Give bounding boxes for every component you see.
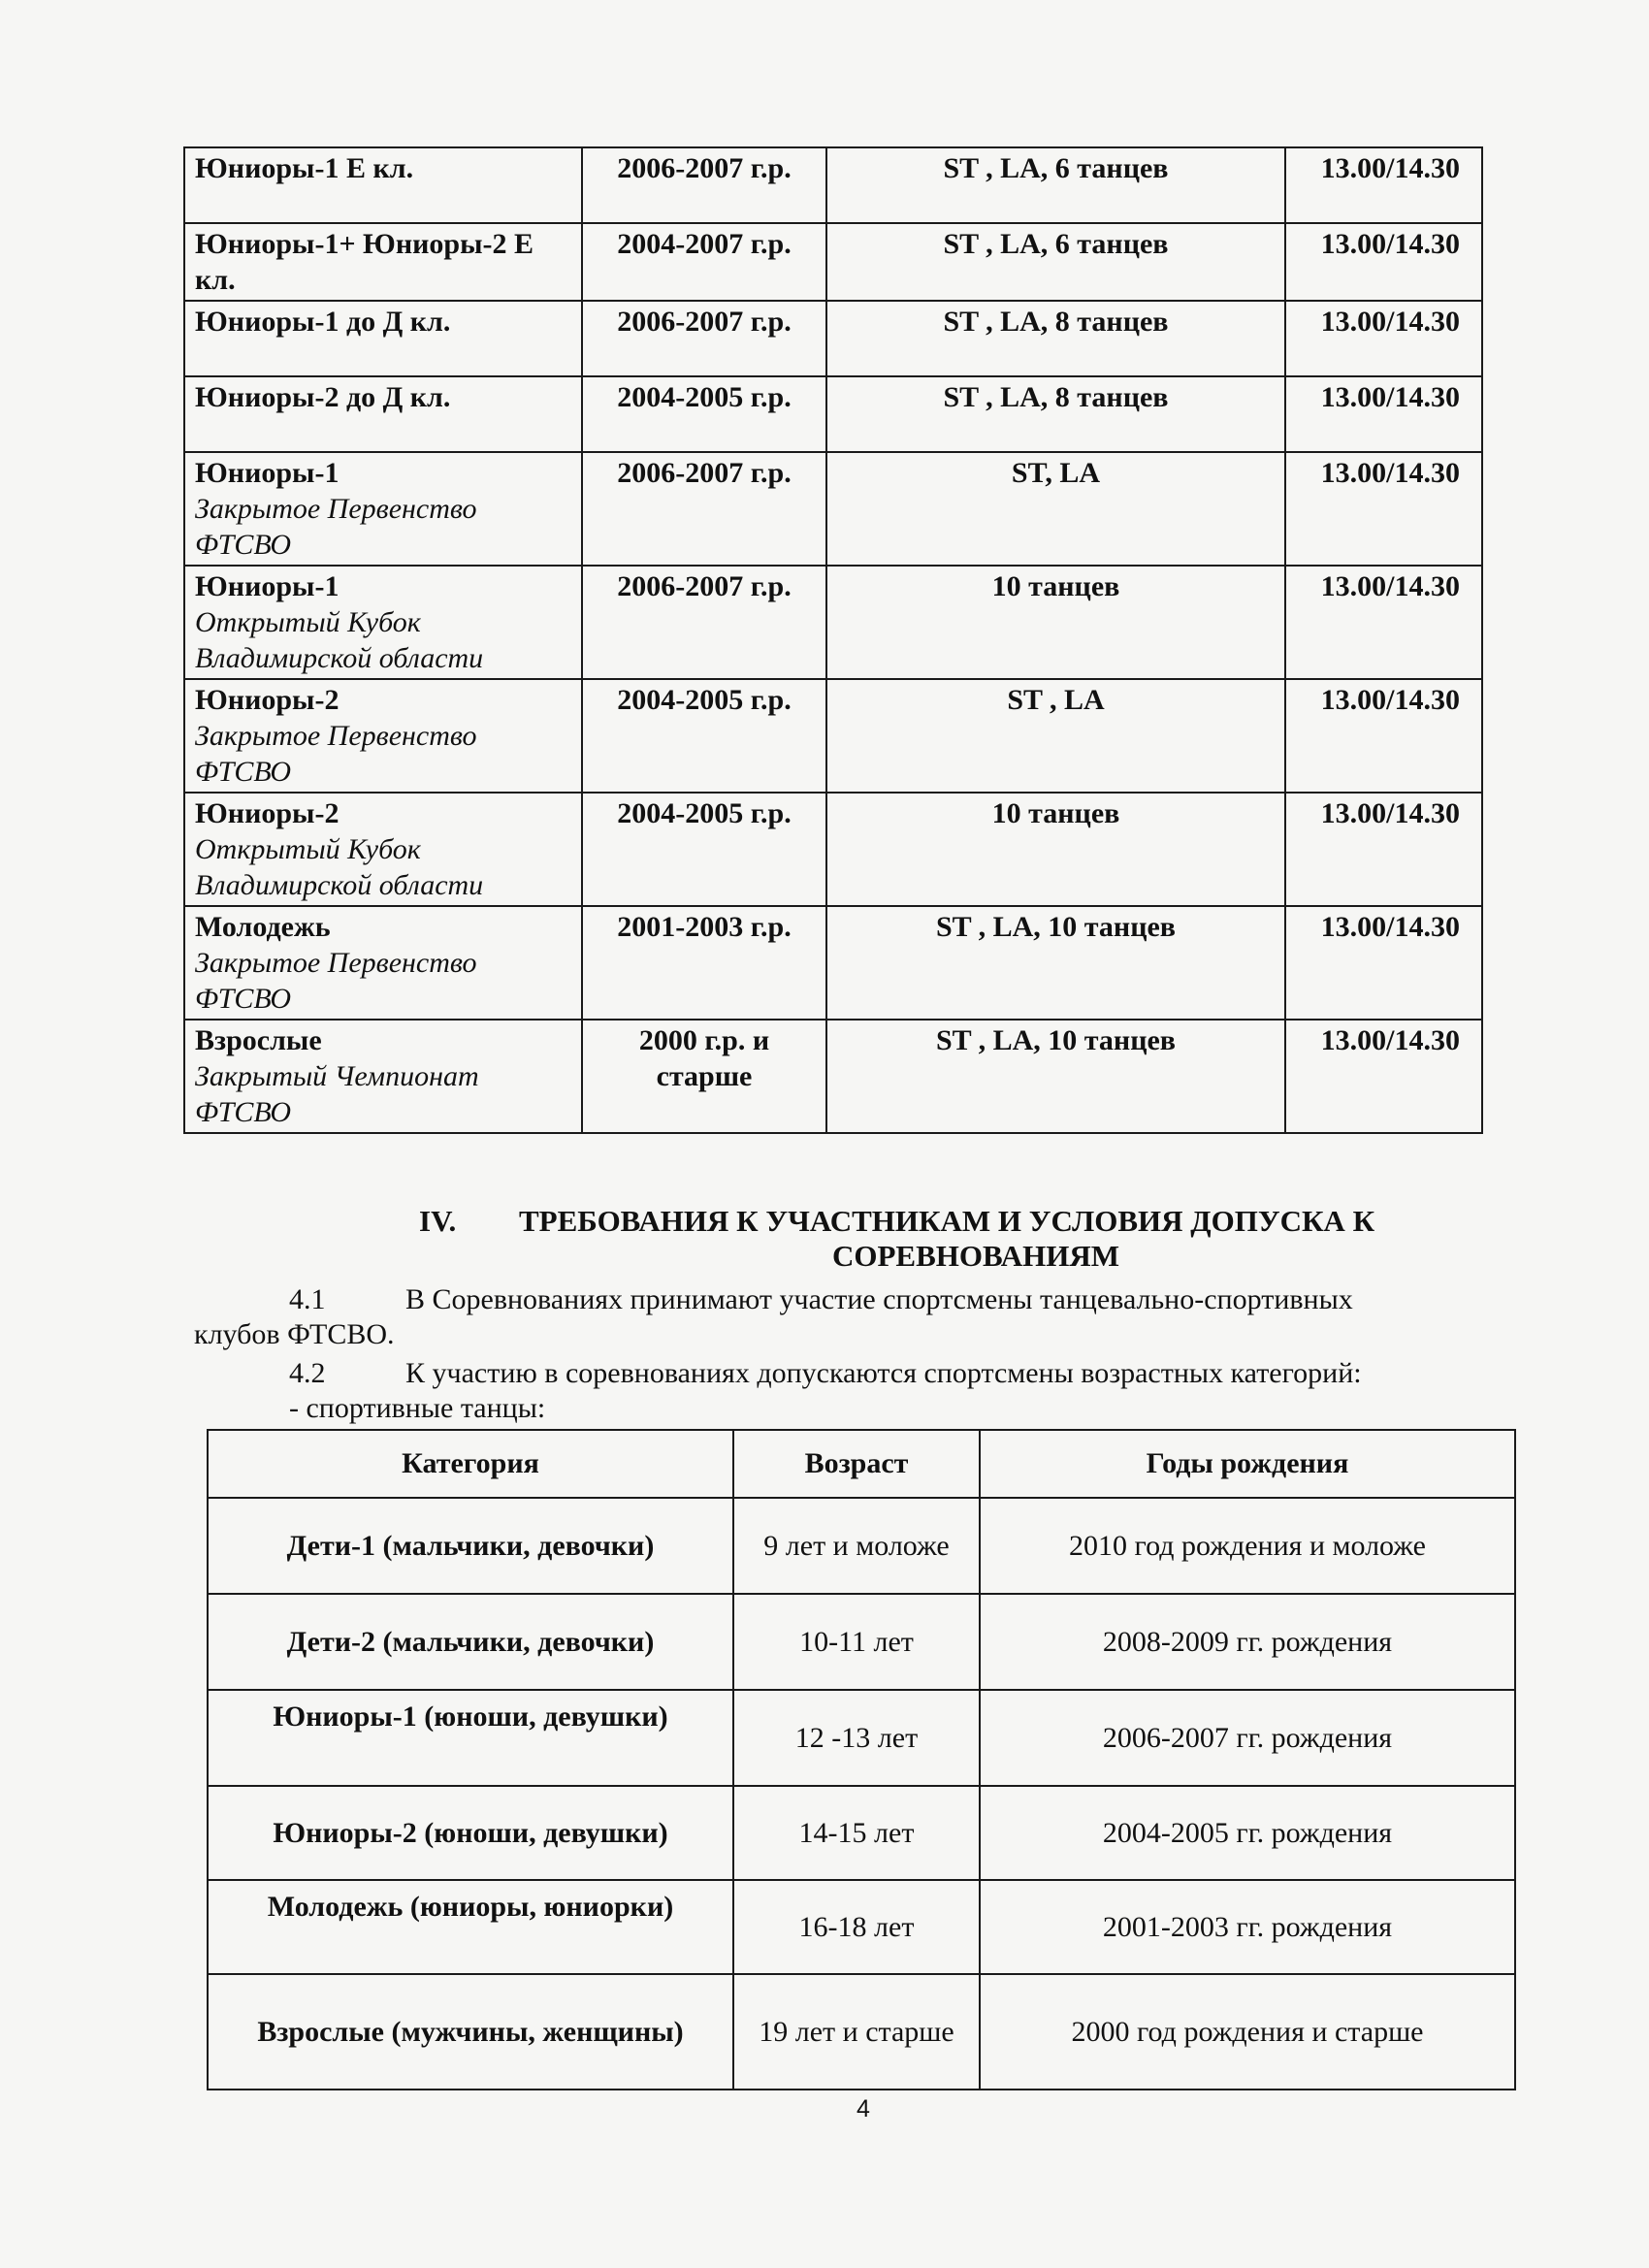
time-cell: 13.00/14.30 xyxy=(1285,679,1482,793)
time-cell: 13.00/14.30 xyxy=(1285,376,1482,452)
competition-name: Закрытое Первенство ФТСВО xyxy=(195,720,477,788)
program-cell: ST , LA, 10 танцев xyxy=(826,1020,1285,1133)
years-cell: 2004-2007 г.р. xyxy=(582,223,826,301)
category-cell: Юниоры-1 (юноши, девушки) xyxy=(208,1690,733,1786)
age-cell: 9 лет и моложе xyxy=(733,1498,980,1594)
category-cell: Юниоры-2 (юноши, девушки) xyxy=(208,1786,733,1880)
age-cell: 19 лет и старше xyxy=(733,1974,980,2090)
competition-name: Закрытое Первенство ФТСВО xyxy=(195,493,477,561)
group-cell: Взрослые Закрытый Чемпионат ФТСВО xyxy=(184,1020,582,1133)
group-cell: Юниоры-1 до Д кл. xyxy=(184,301,582,376)
table-row xyxy=(184,566,1482,679)
table-row xyxy=(208,1498,1515,1594)
birth-years-cell: 2006-2007 гг. рождения xyxy=(980,1690,1515,1786)
header-category: Категория xyxy=(208,1430,733,1498)
time-cell: 13.00/14.30 xyxy=(1285,452,1482,566)
program-cell: ST , LA, 8 танцев xyxy=(826,301,1285,376)
program-cell: 10 танцев xyxy=(826,793,1285,906)
table-row xyxy=(184,223,1482,301)
time-cell: 13.00/14.30 xyxy=(1285,566,1482,679)
section-title-line1: ТРЕБОВАНИЯ К УЧАСТНИКАМ И УСЛОВИЯ ДОПУСКА К xyxy=(519,1204,1375,1238)
table-header-row xyxy=(208,1430,1515,1498)
program-cell: 10 танцев xyxy=(826,566,1285,679)
group-cell: Молодежь Закрытое Первенство ФТСВО xyxy=(184,906,582,1020)
table-row xyxy=(208,1690,1515,1786)
category-cell: Дети-1 (мальчики, девочки) xyxy=(208,1498,733,1594)
category-cell: Молодежь (юниоры, юниорки) xyxy=(208,1880,733,1974)
header-birth-years: Годы рождения xyxy=(980,1430,1515,1498)
paragraph-4-1-number: 4.1 xyxy=(289,1283,326,1315)
table-row xyxy=(184,452,1482,566)
program-cell: ST , LA, 6 танцев xyxy=(826,223,1285,301)
section-number: IV. xyxy=(419,1204,457,1238)
birth-years-cell: 2000 год рождения и старше xyxy=(980,1974,1515,2090)
age-cell: 14-15 лет xyxy=(733,1786,980,1880)
table-row xyxy=(184,1020,1482,1133)
time-cell: 13.00/14.30 xyxy=(1285,793,1482,906)
group-cell: Юниоры-2 Открытый Кубок Владимирской области xyxy=(184,793,582,906)
table-row xyxy=(184,376,1482,452)
age-cell: 10-11 лет xyxy=(733,1594,980,1690)
program-cell: ST , LA, 8 танцев xyxy=(826,376,1285,452)
years-cell xyxy=(582,1020,826,1133)
time-cell: 13.00/14.30 xyxy=(1285,906,1482,1020)
age-categories-table xyxy=(207,1429,1516,2090)
group-cell: Юниоры-1+ Юниоры-2 Е кл. xyxy=(184,223,582,301)
birth-years-cell: 2001-2003 гг. рождения xyxy=(980,1880,1515,1974)
program-cell: ST , LA, 10 танцев xyxy=(826,906,1285,1020)
competition-name: Закрытое Первенство ФТСВО xyxy=(195,947,477,1015)
table-row xyxy=(208,1786,1515,1880)
paragraph-4-1-continued: клубов ФТСВО. xyxy=(194,1318,395,1350)
years-cell: 2006-2007 г.р. xyxy=(582,301,826,376)
years-cell: 2006-2007 г.р. xyxy=(582,566,826,679)
years-cell: 2004-2005 г.р. xyxy=(582,679,826,793)
group-cell: Юниоры-2 до Д кл. xyxy=(184,376,582,452)
table-row xyxy=(208,1974,1515,2090)
competition-name: Открытый Кубок Владимирской области xyxy=(195,833,484,901)
bullet-sport-dance: - спортивные танцы: xyxy=(289,1392,546,1424)
table-row xyxy=(184,793,1482,906)
years-text: 2000 г.р. и старше xyxy=(638,1024,770,1092)
group-cell: Юниоры-1 Открытый Кубок Владимирской области xyxy=(184,566,582,679)
section-title-line2: СОРЕВНОВАНИЯМ xyxy=(832,1239,1119,1273)
table-row xyxy=(184,301,1482,376)
time-cell: 13.00/14.30 xyxy=(1285,147,1482,223)
time-cell: 13.00/14.30 xyxy=(1285,1020,1482,1133)
category-cell: Взрослые (мужчины, женщины) xyxy=(208,1974,733,2090)
paragraph-4-1-text: В Соревнованиях принимают участие спортсмены танцевально-спортивных xyxy=(405,1283,1353,1315)
table-row xyxy=(208,1880,1515,1974)
years-cell: 2001-2003 г.р. xyxy=(582,906,826,1020)
years-cell: 2006-2007 г.р. xyxy=(582,147,826,223)
birth-years-cell: 2008-2009 гг. рождения xyxy=(980,1594,1515,1690)
table-row xyxy=(208,1594,1515,1690)
age-cell: 12 -13 лет xyxy=(733,1690,980,1786)
table-row xyxy=(184,147,1482,223)
years-cell: 2004-2005 г.р. xyxy=(582,376,826,452)
birth-years-cell: 2010 год рождения и моложе xyxy=(980,1498,1515,1594)
birth-years-cell: 2004-2005 гг. рождения xyxy=(980,1786,1515,1880)
paragraph-4-2-number: 4.2 xyxy=(289,1357,326,1389)
program-cell: ST , LA xyxy=(826,679,1285,793)
paragraph-4-2-text: К участию в соревнованиях допускаются спортсмены возрастных категорий: xyxy=(405,1357,1362,1389)
category-cell: Дети-2 (мальчики, девочки) xyxy=(208,1594,733,1690)
group-cell: Юниоры-1 Е кл. xyxy=(184,147,582,223)
group-cell: Юниоры-1 Закрытое Первенство ФТСВО xyxy=(184,452,582,566)
competition-name: Открытый Кубок Владимирской области xyxy=(195,606,484,674)
table-row xyxy=(184,906,1482,1020)
group-cell: Юниоры-2 Закрытое Первенство ФТСВО xyxy=(184,679,582,793)
page-number: 4 xyxy=(857,2095,870,2122)
years-cell: 2006-2007 г.р. xyxy=(582,452,826,566)
program-cell: ST, LA xyxy=(826,452,1285,566)
header-age: Возраст xyxy=(733,1430,980,1498)
competition-name: Закрытый Чемпионат ФТСВО xyxy=(195,1060,479,1128)
time-cell: 13.00/14.30 xyxy=(1285,223,1482,301)
time-cell: 13.00/14.30 xyxy=(1285,301,1482,376)
schedule-table xyxy=(183,146,1483,1134)
age-cell: 16-18 лет xyxy=(733,1880,980,1974)
years-cell: 2004-2005 г.р. xyxy=(582,793,826,906)
program-cell: ST , LA, 6 танцев xyxy=(826,147,1285,223)
table-row xyxy=(184,679,1482,793)
